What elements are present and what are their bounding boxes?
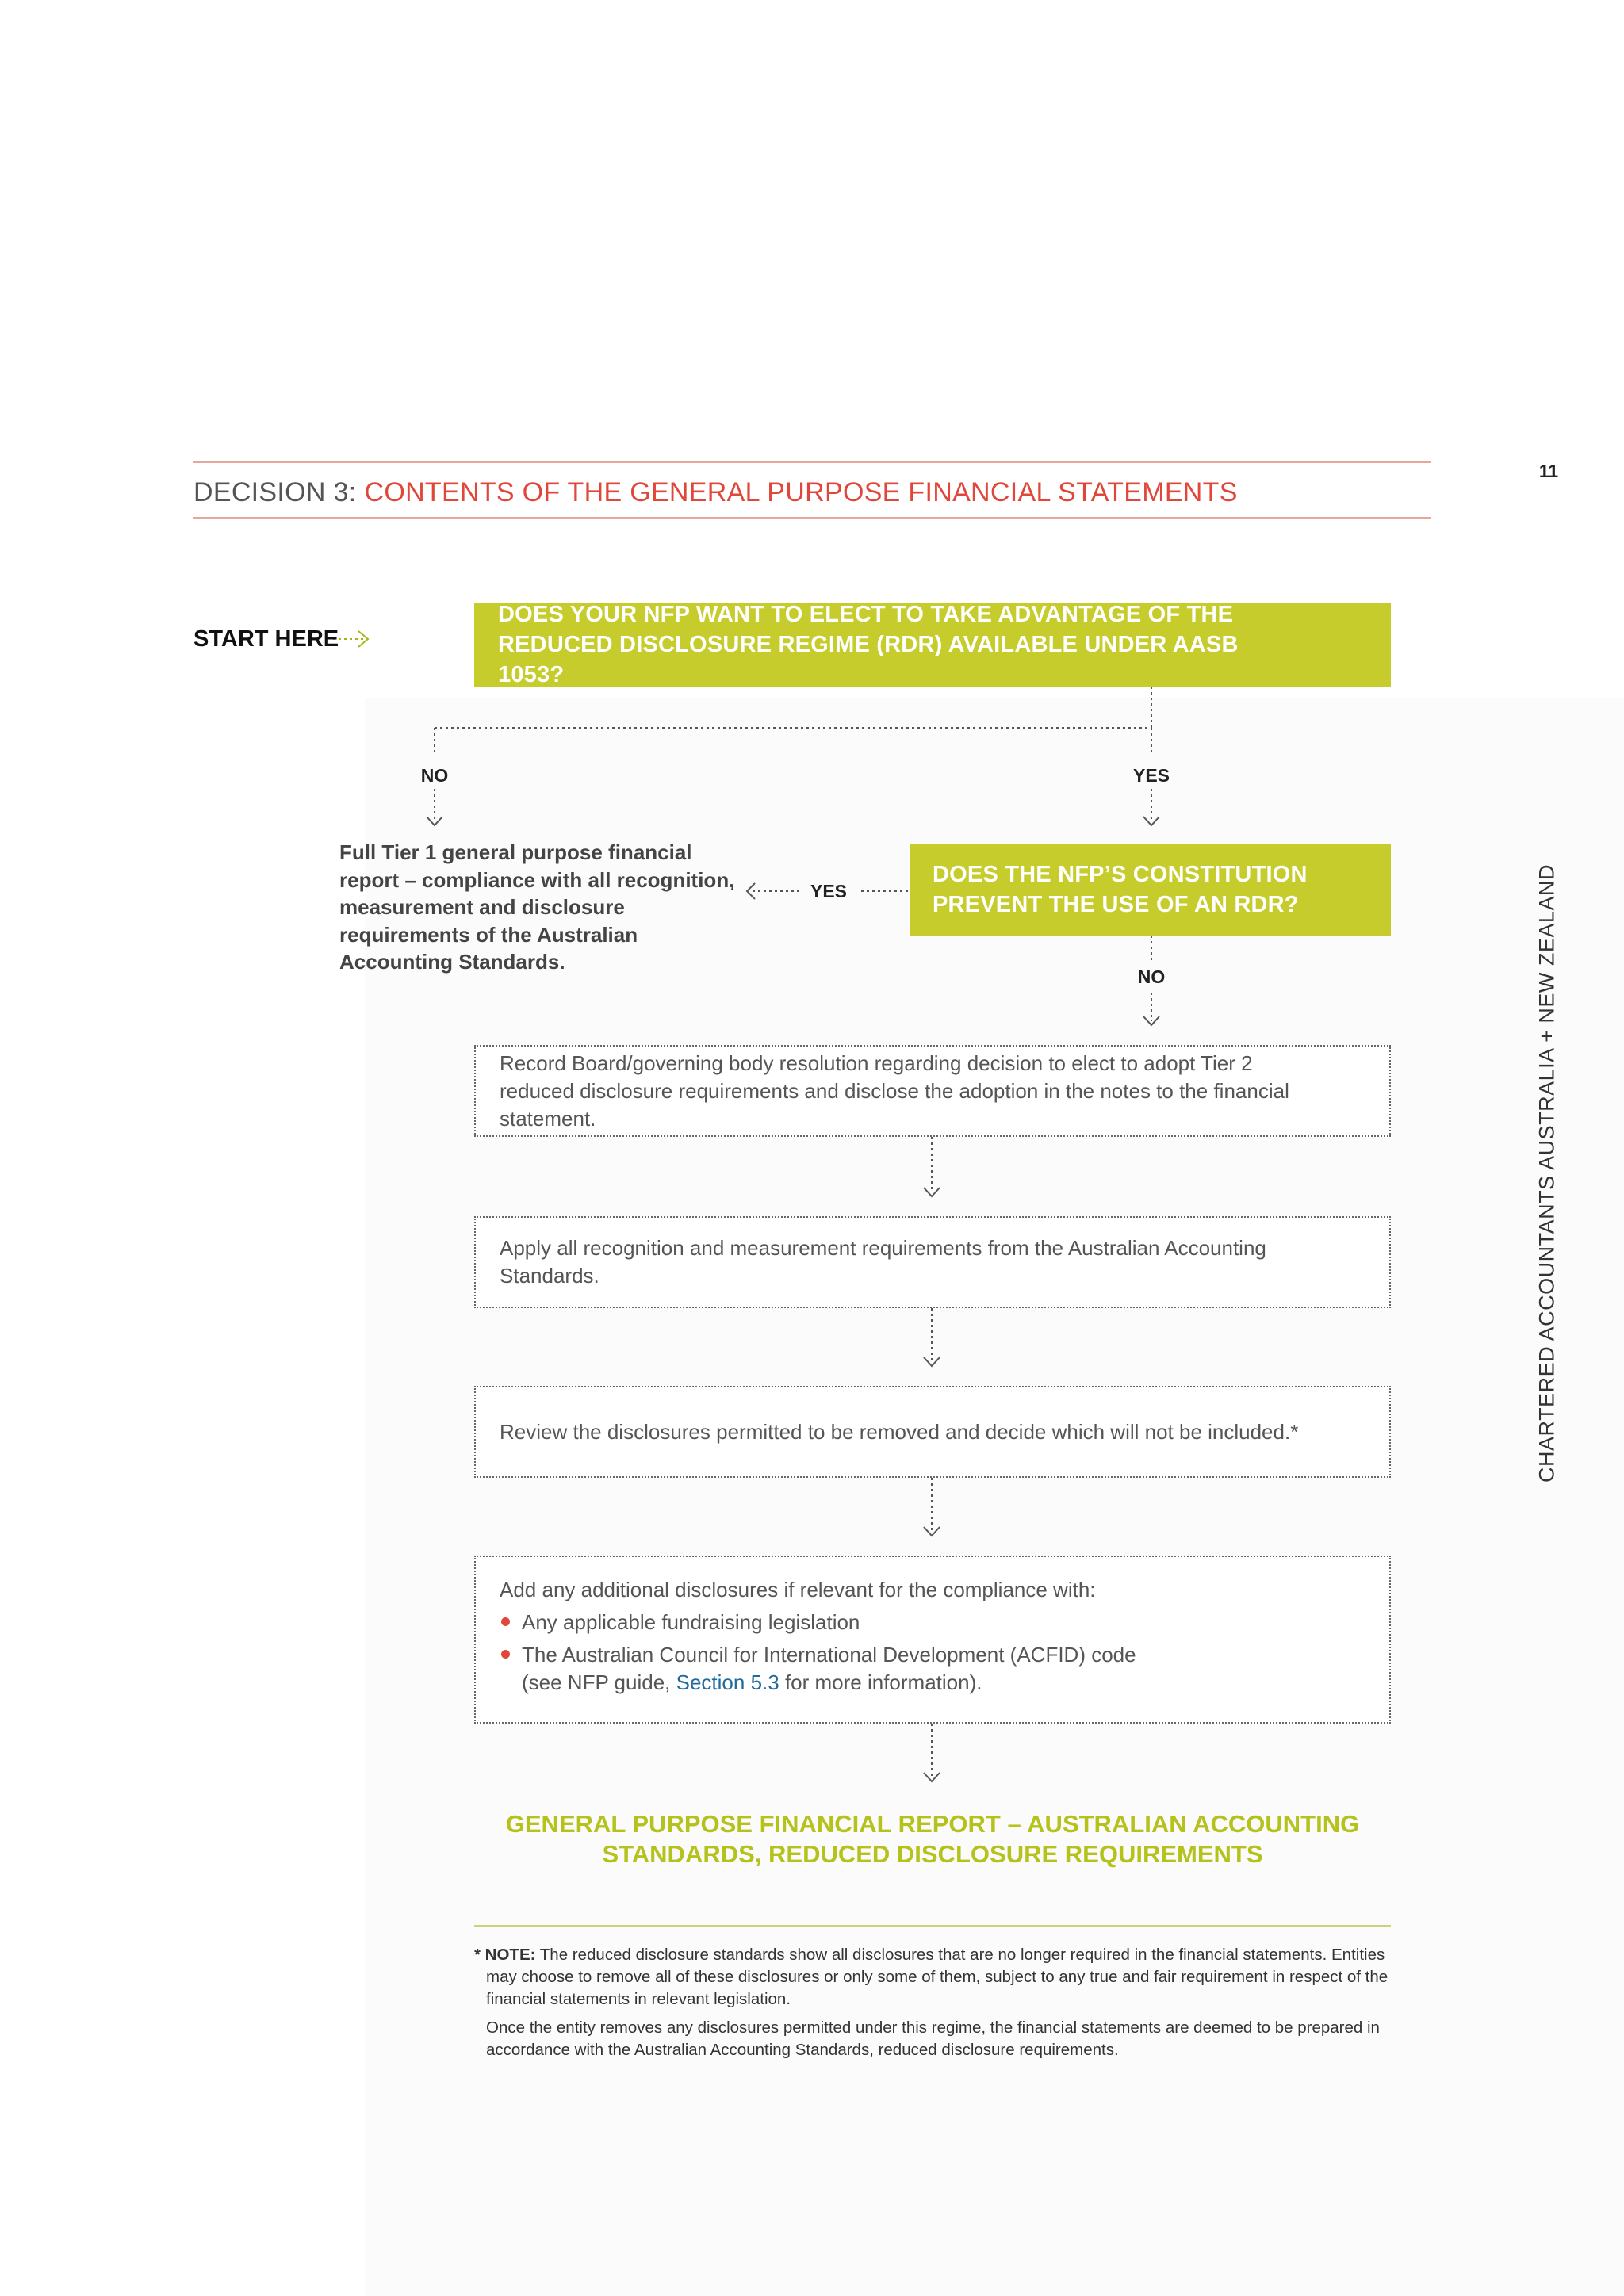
- footnote: [474, 1944, 1391, 2061]
- step-apply-recognition-box: [474, 1216, 1391, 1308]
- start-here-label: START HERE: [193, 626, 339, 652]
- section-5-3-link[interactable]: Section 5.3: [676, 1670, 779, 1694]
- bullet-dot: [501, 1617, 510, 1626]
- bullet-acfid-text: The Australian Council for International Development (ACFID) code: [522, 1643, 1136, 1667]
- step-additional-disclosures-intro: Add any additional disclosures if relevant for the compliance with:: [500, 1578, 1096, 1601]
- bullet-acfid-suffix: for more information).: [779, 1670, 982, 1694]
- list-item: [500, 1641, 1365, 1697]
- decision-title: CONTENTS OF THE GENERAL PURPOSE FINANCIAL STATEMENTS: [364, 477, 1238, 507]
- step-record-resolution-box: [474, 1045, 1391, 1137]
- question-2-box: [910, 844, 1391, 936]
- bullet-acfid-prefix: (see NFP guide,: [522, 1670, 676, 1694]
- note-paragraph-1: [474, 1944, 1391, 2011]
- question-2-text: DOES THE NFP’S CONSTITUTION PREVENT THE USE OF AN RDR?: [933, 862, 1308, 917]
- step-apply-recognition-text: Apply all recognition and measurement requirements from the Australian Accounting Standards.: [500, 1236, 1266, 1288]
- step-additional-disclosures-box: [474, 1556, 1391, 1724]
- note-paragraph-2: Once the entity removes any disclosures permitted under this regime, the financial statements are deemed to be prepared in accordance with the Australian Accounting Standards, reduced disclosure requirements.: [486, 2019, 1380, 2059]
- note-marker: * NOTE:: [474, 1946, 536, 1964]
- step-record-resolution-text: Record Board/governing body resolution regarding decision to elect to adopt Tier 2 reduced disclosure requirements and disclose the adoption in the notes to the financial statement.: [500, 1050, 1289, 1131]
- q2-no-label: NO: [1137, 966, 1166, 987]
- step-review-disclosures-box: [474, 1386, 1391, 1478]
- note-text-1: The reduced disclosure standards show all disclosures that are no longer required in the financial statements. Entities may choose to remove all of these disclosures or only some of them, subject to any true and fair requirement in respect of the financial statements in relevant legislation.: [486, 1946, 1388, 2008]
- q1-yes-label: YES: [1132, 765, 1170, 786]
- bullet-fundraising-text: Any applicable fundraising legislation: [522, 1610, 860, 1634]
- bullet-dot: [501, 1650, 510, 1659]
- q1-no-label: NO: [420, 765, 449, 786]
- question-1-text: DOES YOUR NFP WANT TO ELECT TO TAKE ADVANTAGE OF THE REDUCED DISCLOSURE REGIME (RDR) AVAILABLE UNDER AASB 1053?: [498, 602, 1239, 687]
- decision-label: DECISION 3:: [193, 477, 357, 507]
- page-number: 11: [1538, 461, 1559, 481]
- q2-yes-label: YES: [810, 881, 848, 901]
- step-review-disclosures-text: Review the disclosures permitted to be removed and decide which will not be included.*: [500, 1419, 1299, 1444]
- list-item: [500, 1609, 1365, 1636]
- tier1-result-text: Full Tier 1 general purpose financial report – compliance with all recognition, measurement and disclosure requirements of the Australian Accounting Standards.: [339, 840, 735, 974]
- note-rule: [474, 1925, 1391, 1927]
- final-result-text: GENERAL PURPOSE FINANCIAL REPORT – AUSTRALIAN ACCOUNTING STANDARDS, REDUCED DISCLOSURE REQUIREMENTS: [505, 1810, 1360, 1868]
- additional-disclosures-list: [500, 1609, 1365, 1697]
- side-publisher-label: CHARTERED ACCOUNTANTS AUSTRALIA + NEW ZEALAND: [1534, 864, 1559, 1483]
- question-1-box: [474, 603, 1391, 687]
